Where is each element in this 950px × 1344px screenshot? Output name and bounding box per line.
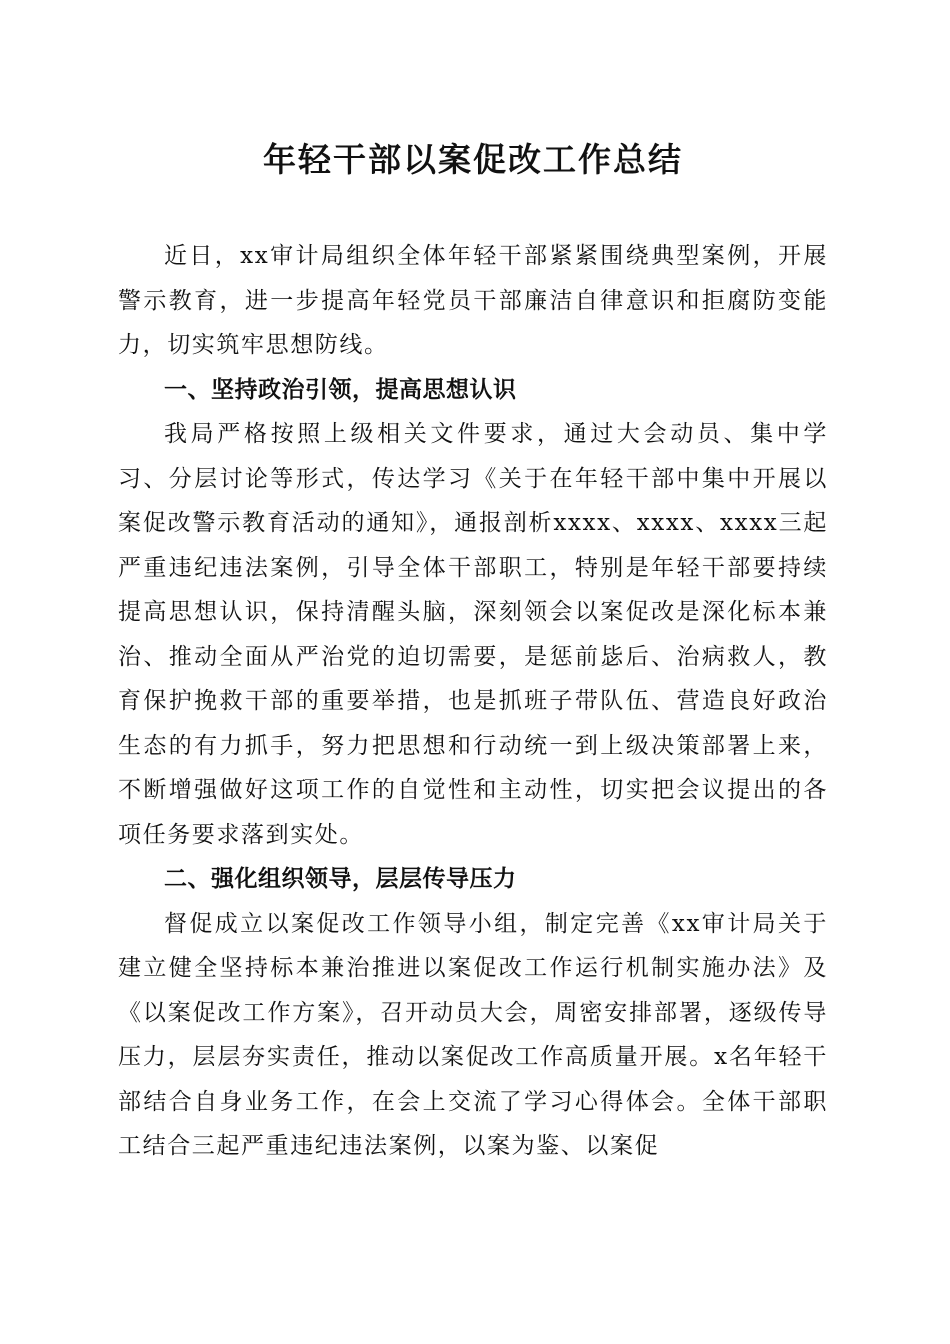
section-2-heading: 二、强化组织领导，层层传导压力: [164, 866, 517, 892]
document-title: 年轻干部以案促改工作总结: [263, 140, 683, 179]
section-2-body: 督促成立以案促改工作领导小组，制定完善《xx审计局关于建立健全坚持标本兼治推进以案促改工作运行机制实施办法》及《以案促改工作方案》，召开动员大会，周密安排部署，逐级传导压力，层层夯实责任，推动以案促改工作高质量开展。x名年轻干部结合自身业务工作，在会上交流了学习心得体会。全体干部职工结合三起严重违纪违法案例，以案为鉴、以案促: [118, 910, 828, 1159]
section-1-heading: 一、坚持政治引领，提高思想认识: [164, 376, 517, 403]
section-1-body: 我局严格按照上级相关文件要求，通过大会动员、集中学习、分层讨论等形式，传达学习《关于在年轻干部中集中开展以案促改警示教育活动的通知》，通报剖析xxxx、xxxx、xxxx三起严重违纪违法案例，引导全体干部职工，特别是年轻干部要持续提高思想认识，保持清醒头脑，深刻领会以案促改是深化标本兼治、推动全面从严治党的迫切需要，是惩前毖后、治病救人，教育保护挽救干部的重要举措，也是抓班子带队伍、营造良好政治生态的有力抓手，努力把思想和行动统一到上级决策部署上来，不断增强做好这项工作的自觉性和主动性，切实把会议提出的各项任务要求落到实处。: [118, 421, 828, 848]
document-page: [118, 130, 828, 1169]
intro-paragraph: 近日，xx审计局组织全体年轻干部紧紧围绕典型案例，开展警示教育，进一步提高年轻党员干部廉洁自律意识和拒腐防变能力，切实筑牢思想防线。: [118, 243, 828, 358]
